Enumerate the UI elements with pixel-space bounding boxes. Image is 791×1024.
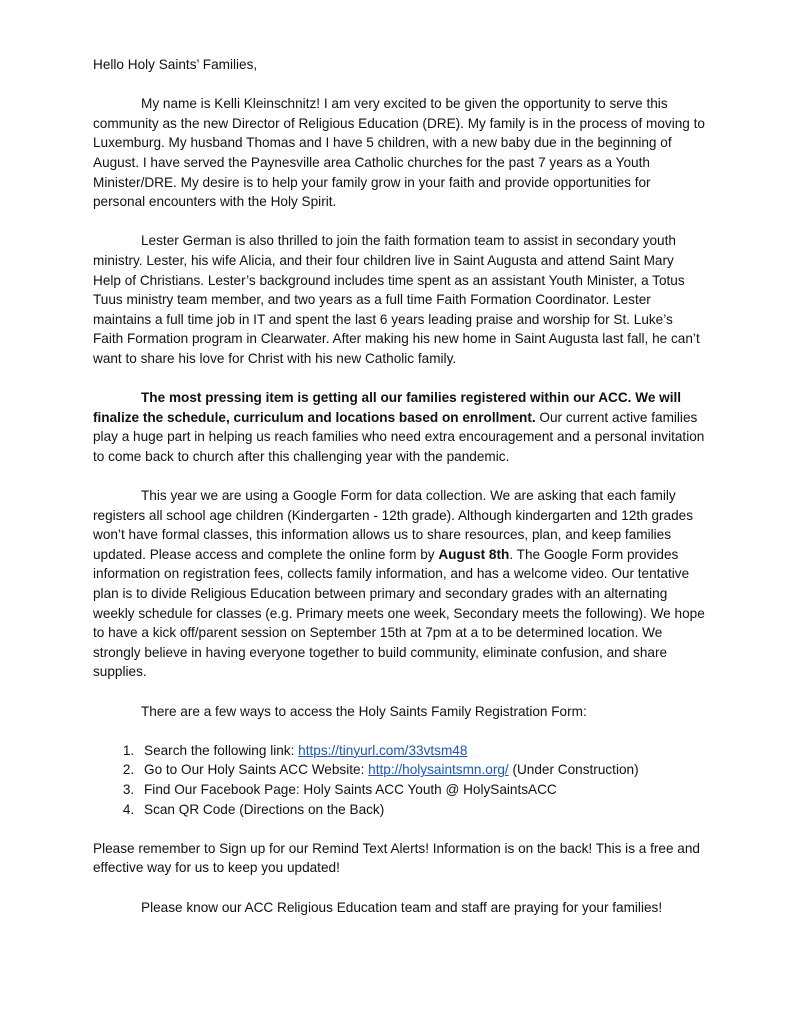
list-item-suffix: (Under Construction): [508, 762, 639, 778]
registration-priority-paragraph: [93, 388, 705, 466]
access-ways-intro: There are a few ways to access the Holy Saints Family Registration Form:: [141, 703, 587, 719]
remind-alerts-paragraph: Please remember to Sign up for our Remind Text Alerts! Information is on the back! This is a free and effective way for us to keep you updated!: [93, 840, 700, 876]
closing-line: Please know our ACC Religious Education team and staff are praying for your families!: [141, 899, 663, 915]
list-item-text: Find Our Facebook Page: Holy Saints ACC Youth @ HolySaintsACC: [144, 781, 557, 797]
deadline-date: August 8th: [438, 546, 510, 562]
website-link[interactable]: http://holysaintsmn.org/: [368, 762, 509, 778]
list-item-text: Search the following link:: [144, 742, 299, 758]
google-form-paragraph: [93, 486, 705, 682]
intro-paragraph: My name is Kelli Kleinschnitz! I am very excited to be given the opportunity to serve this community as the new Director of Religious Education (DRE). My family is in the process of moving to Luxemburg. My husband Thomas and I have 5 children, with a new baby due in the beginning of August. I have served the Paynesville area Catholic churches for the past 7 years as a Youth Minister/DRE. My desire is to help your family grow in your faith and provide opportunities for personal encounters with the Holy Spirit.: [93, 96, 705, 210]
tinyurl-link[interactable]: https://tinyurl.com/33vtsm48: [298, 742, 468, 758]
priority-body-text: Our current active families play a huge part in helping us reach families who need extra encouragement and a personal invitation to come back to church after this challenging year with the pandemic.: [93, 409, 705, 464]
list-item-text: Scan QR Code (Directions on the Back): [144, 801, 385, 817]
list-item: [138, 741, 705, 761]
google-form-text-a: This year we are using a Google Form for data collection. We are asking that each family registers all school age children (Kindergarten - 12th grade). Although kindergarten and 12th grades won’t have formal classes, this information allows us to share resources, plan, and keep families updated. Please access and complete the online form by: [93, 488, 694, 562]
list-item: [138, 800, 705, 820]
letter-page: [93, 55, 705, 917]
list-item: [138, 760, 705, 780]
priority-bold-text: The most pressing item is getting all our families registered within our ACC. We will finalize the schedule, curriculum and locations based on enrollment.: [93, 390, 682, 425]
google-form-text-b: . The Google Form provides information on registration fees, collects family information, and has a welcome video. Our tentative plan is to divide Religious Education between primary and secondary grades with an alternating weekly schedule for classes (e.g. Primary meets one week, Secondary meets the following). We hope to have a kick off/parent session on September 15th at 7pm at a to be determined location. We strongly believe in having everyone together to build community, eliminate confusion, and share supplies.: [93, 546, 705, 680]
list-item: [138, 780, 705, 800]
lester-paragraph: Lester German is also thrilled to join the faith formation team to assist in secondary youth ministry. Lester, his wife Alicia, and their four children live in Saint Augusta and attend Saint Mary Help of Christians. Lester’s background includes time spent as an assistant Youth Minister, a Totus Tuus ministry team member, and two years as a full time Faith Formation Coordinator. Lester maintains a full time job in IT and spent the last 6 years leading praise and worship for St. Luke’s Faith Formation program in Clearwater. After making his new home in Saint Augusta last fall, he can’t want to share his love for Christ with his new Catholic family.: [93, 233, 700, 366]
list-item-text: Go to Our Holy Saints ACC Website:: [144, 762, 369, 778]
access-ways-list: [93, 741, 705, 819]
letter-greeting: Hello Holy Saints’ Families,: [93, 57, 258, 72]
